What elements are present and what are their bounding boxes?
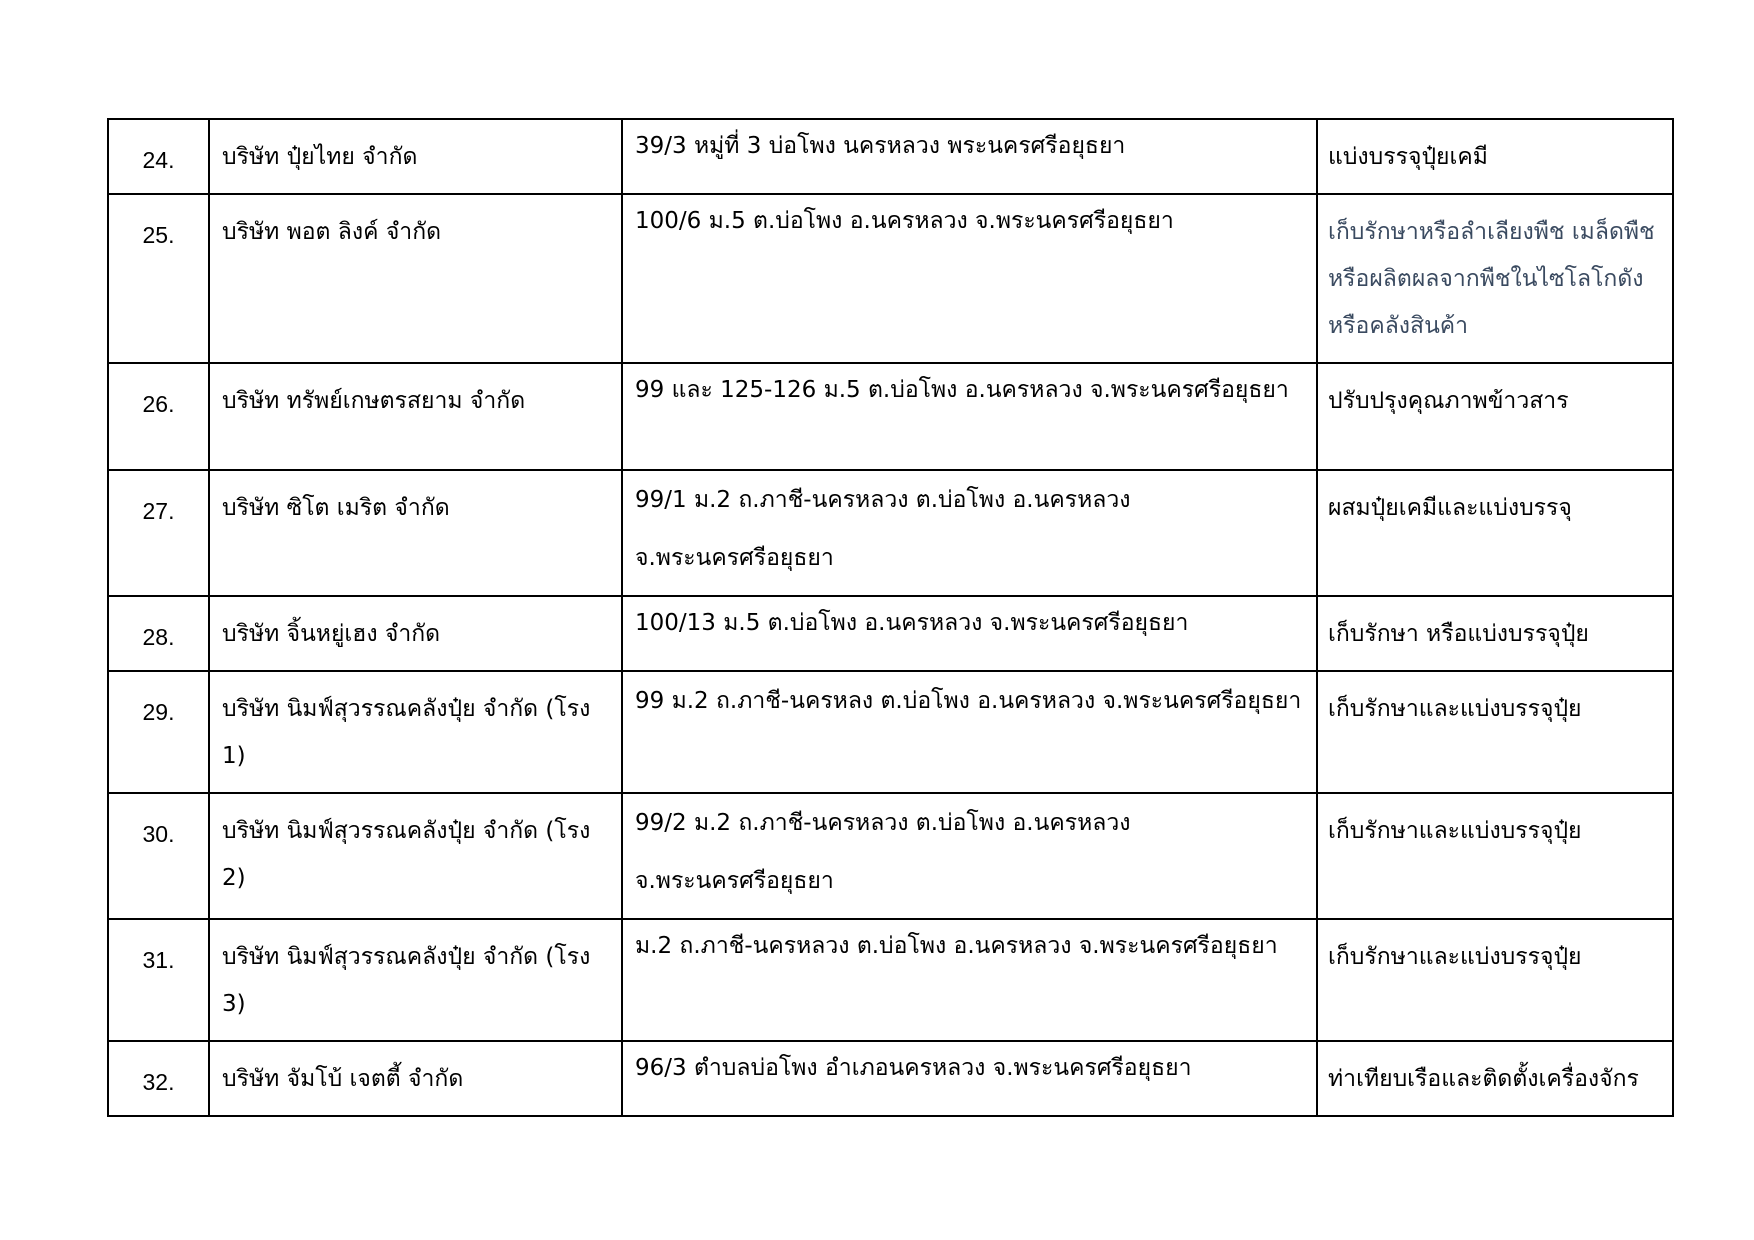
address-cell: [622, 793, 1317, 919]
company-address: 99 และ 125-126 ม.5 ต.บ่อโพง อ.นครหลวง จ.พระนครศรีอยุธยา: [635, 377, 1289, 403]
company-name: บริษัท นิมฟ์สุวรรณคลังปุ๋ย จำกัด (โรง 1): [222, 696, 591, 769]
company-cell: [209, 194, 622, 363]
business-activity: แบ่งบรรจุปุ๋ยเคมี: [1328, 144, 1488, 170]
row-number-cell: [108, 671, 209, 793]
address-cell: [622, 119, 1317, 194]
company-cell: [209, 470, 622, 596]
activity-cell: [1317, 363, 1673, 470]
activity-cell: [1317, 919, 1673, 1041]
table-row: [108, 119, 1673, 194]
row-number-cell: [108, 1041, 209, 1116]
company-name: บริษัท ปุ๋ยไทย จำกัด: [222, 144, 418, 170]
address-cell: [622, 363, 1317, 470]
table-row: [108, 671, 1673, 793]
activity-cell: [1317, 671, 1673, 793]
table-row: [108, 194, 1673, 363]
row-number-cell: [108, 119, 209, 194]
business-activity: เก็บรักษาหรือลำเลียงพืช เมล็ดพืช หรือผลิตผลจากพืชในไซโลโกดังหรือคลังสินค้า: [1328, 219, 1655, 339]
row-number-cell: [108, 194, 209, 363]
activity-cell: [1317, 470, 1673, 596]
company-name: บริษัท นิมฟ์สุวรรณคลังปุ๋ย จำกัด (โรง 3): [222, 944, 591, 1017]
row-number: 24.: [142, 147, 175, 173]
row-number: 30.: [142, 821, 175, 847]
company-cell: [209, 363, 622, 470]
table-row: [108, 793, 1673, 919]
row-number: 26.: [142, 391, 175, 417]
company-name: บริษัท ซิโต เมริต จำกัด: [222, 495, 450, 521]
address-cell: [622, 470, 1317, 596]
company-address: ม.2 ถ.ภาชี-นครหลวง ต.บ่อโพง อ.นครหลวง จ.พระนครศรีอยุธยา: [635, 933, 1278, 959]
row-number: 28.: [142, 624, 175, 650]
activity-cell: [1317, 194, 1673, 363]
company-address: 39/3 หมู่ที่ 3 บ่อโพง นครหลวง พระนครศรีอยุธยา: [635, 133, 1126, 159]
company-cell: [209, 1041, 622, 1116]
business-activity: เก็บรักษาและแบ่งบรรจุปุ๋ย: [1328, 818, 1582, 844]
address-cell: [622, 1041, 1317, 1116]
table-row: [108, 596, 1673, 671]
table-row: [108, 470, 1673, 596]
business-activity: ผสมปุ๋ยเคมีและแบ่งบรรจุ: [1328, 495, 1572, 521]
company-cell: [209, 119, 622, 194]
row-number-cell: [108, 596, 209, 671]
company-name: บริษัท นิมฟ์สุวรรณคลังปุ๋ย จำกัด (โรง 2): [222, 818, 591, 891]
table-row: [108, 1041, 1673, 1116]
business-activity: เก็บรักษาและแบ่งบรรจุปุ๋ย: [1328, 696, 1582, 722]
row-number: 25.: [142, 222, 175, 248]
company-cell: [209, 596, 622, 671]
company-address: 100/6 ม.5 ต.บ่อโพง อ.นครหลวง จ.พระนครศรีอยุธยา: [635, 208, 1174, 234]
company-name: บริษัท ทรัพย์เกษตรสยาม จำกัด: [222, 388, 526, 414]
company-address: 100/13 ม.5 ต.บ่อโพง อ.นครหลวง จ.พระนครศรีอยุธยา: [635, 610, 1189, 636]
company-name: บริษัท พอต ลิงค์ จำกัด: [222, 219, 442, 245]
activity-cell: [1317, 596, 1673, 671]
activity-cell: [1317, 119, 1673, 194]
table-row: [108, 363, 1673, 470]
company-cell: [209, 671, 622, 793]
address-cell: [622, 671, 1317, 793]
company-cell: [209, 919, 622, 1041]
address-cell: [622, 596, 1317, 671]
business-activity: ปรับปรุงคุณภาพข้าวสาร: [1328, 388, 1569, 414]
address-cell: [622, 919, 1317, 1041]
company-address: 99/1 ม.2 ถ.ภาชี-นครหลวง ต.บ่อโพง อ.นครหลวง จ.พระนครศรีอยุธยา: [635, 487, 1131, 571]
address-cell: [622, 194, 1317, 363]
company-cell: [209, 793, 622, 919]
company-address: 96/3 ตำบลบ่อโพง อำเภอนครหลวง จ.พระนครศรีอยุธยา: [635, 1055, 1192, 1081]
row-number: 29.: [142, 699, 175, 725]
row-number: 27.: [142, 498, 175, 524]
business-activity: เก็บรักษาและแบ่งบรรจุปุ๋ย: [1328, 944, 1582, 970]
table-row: [108, 919, 1673, 1041]
company-name: บริษัท จิ้นหยู่เฮง จำกัด: [222, 621, 441, 647]
row-number-cell: [108, 470, 209, 596]
business-activity: เก็บรักษา หรือแบ่งบรรจุปุ๋ย: [1328, 621, 1589, 647]
activity-cell: [1317, 793, 1673, 919]
company-name: บริษัท จัมโบ้ เจตตี้ จำกัด: [222, 1066, 464, 1092]
row-number-cell: [108, 363, 209, 470]
row-number-cell: [108, 793, 209, 919]
business-activity: ท่าเทียบเรือและติดตั้งเครื่องจักร: [1328, 1066, 1639, 1092]
row-number-cell: [108, 919, 209, 1041]
company-address: 99/2 ม.2 ถ.ภาชี-นครหลวง ต.บ่อโพง อ.นครหลวง จ.พระนครศรีอยุธยา: [635, 810, 1131, 894]
row-number: 31.: [142, 947, 175, 973]
company-address: 99 ม.2 ถ.ภาชี-นครหลง ต.บ่อโพง อ.นครหลวง จ.พระนครศรีอยุธยา: [635, 688, 1302, 714]
row-number: 32.: [142, 1069, 175, 1095]
activity-cell: [1317, 1041, 1673, 1116]
factory-table: [107, 118, 1674, 1117]
